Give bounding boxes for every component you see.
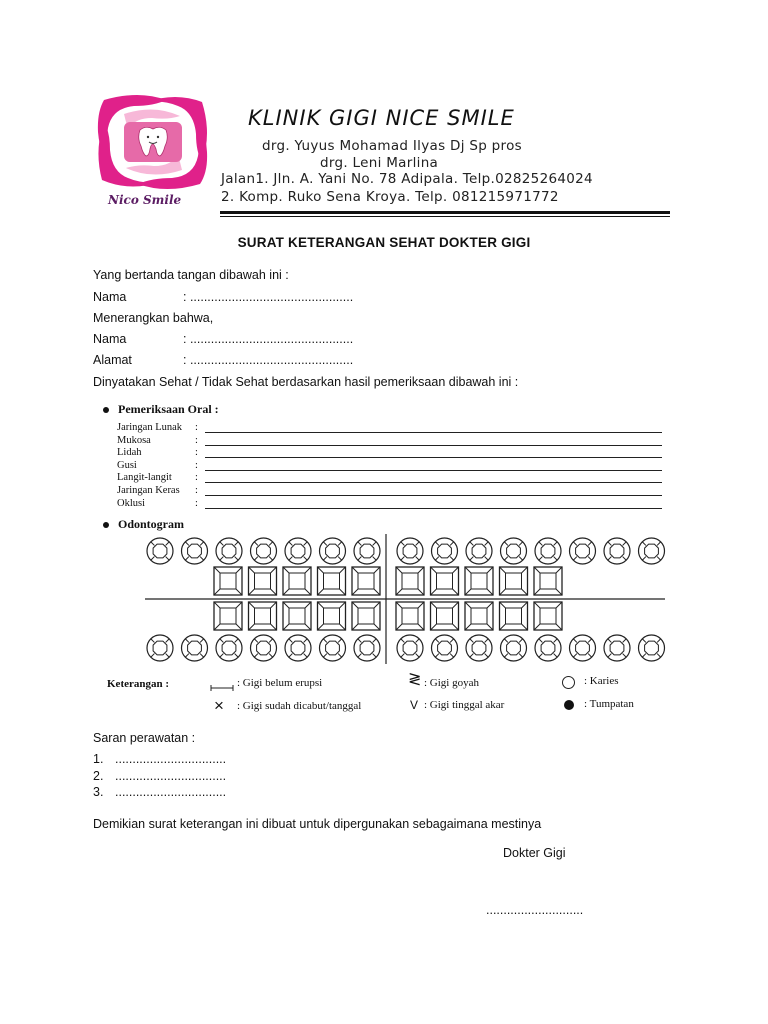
incisor-tooth-icon — [249, 567, 277, 595]
oral-exam-row — [117, 447, 662, 460]
molar-tooth-icon — [147, 538, 173, 564]
intro-text: Yang bertanda tangan dibawah ini : — [93, 268, 289, 282]
legend-filling-label: : Tumpatan — [584, 698, 634, 710]
molar-tooth-icon — [354, 635, 380, 661]
oral-item-label: Langit-langit — [117, 472, 172, 484]
oral-item-line — [205, 470, 662, 471]
molar-tooth-icon — [397, 538, 423, 564]
alamat-label: Alamat — [93, 353, 132, 367]
incisor-tooth-icon — [352, 602, 380, 630]
incisor-tooth-icon — [534, 602, 562, 630]
incisor-tooth-icon — [214, 567, 242, 595]
legend-root-label: : Gigi tinggal akar — [424, 699, 505, 711]
molar-tooth-icon — [501, 538, 527, 564]
advice-value: ................................ — [115, 769, 227, 783]
advice-item — [93, 752, 226, 766]
patient-address-field: : ............................................... — [183, 353, 354, 367]
oral-exam-row — [117, 485, 662, 498]
oral-item-line — [205, 432, 662, 433]
advice-value: ................................ — [115, 785, 227, 799]
molar-tooth-icon — [285, 538, 311, 564]
legend-loose-label: : Gigi goyah — [424, 677, 479, 689]
legend-unerupted-label: : Gigi belum erupsi — [237, 677, 323, 689]
molar-tooth-icon — [466, 635, 492, 661]
signer-title: Dokter Gigi — [503, 846, 566, 860]
bullet-icon — [103, 407, 109, 413]
oral-item-line — [205, 445, 662, 446]
molar-tooth-icon — [639, 635, 665, 661]
advice-value: ................................ — [115, 752, 227, 766]
document-title: SURAT KETERANGAN SEHAT DOKTER GIGI — [237, 235, 531, 250]
incisor-tooth-icon — [318, 567, 346, 595]
signer-name-field: : ............................................... — [183, 290, 354, 304]
molar-tooth-icon — [432, 538, 458, 564]
loose-tooth-icon: ≷ — [408, 671, 422, 688]
signer-name-row — [93, 290, 353, 304]
oral-item-colon: : — [195, 484, 198, 496]
patient-name-field: : ............................................... — [183, 332, 354, 346]
oral-exam-row — [117, 472, 662, 485]
oral-exam-row — [117, 435, 662, 448]
extracted-tooth-icon: × — [214, 696, 224, 715]
nama-label: Nama — [93, 290, 127, 304]
incisor-tooth-icon — [283, 567, 311, 595]
legend-caries-label: : Karies — [584, 675, 619, 687]
oral-exam-row — [117, 498, 662, 511]
molar-tooth-icon — [182, 538, 208, 564]
signature-line: ............................ — [486, 903, 584, 917]
incisor-tooth-icon — [396, 602, 424, 630]
logo-caption: Nico Smile — [108, 193, 182, 207]
unerupted-tooth-icon — [210, 680, 234, 690]
incisor-tooth-icon — [500, 567, 528, 595]
closing-text: Demikian surat keterangan ini dibuat untuk dipergunakan sebagaimana mestinya — [93, 817, 542, 831]
molar-tooth-icon — [320, 635, 346, 661]
oral-item-colon: : — [195, 472, 198, 484]
incisor-tooth-icon — [352, 567, 380, 595]
oral-item-label: Mukosa — [117, 434, 151, 446]
incisor-tooth-icon — [249, 602, 277, 630]
statement-text: Dinyatakan Sehat / Tidak Sehat berdasarkan hasil pemeriksaan dibawah ini : — [93, 375, 519, 389]
clinic-name: KLINIK GIGI NICE SMILE — [248, 106, 515, 130]
oral-item-label: Jaringan Lunak — [117, 422, 183, 433]
incisor-tooth-icon — [214, 602, 242, 630]
molar-tooth-icon — [466, 538, 492, 564]
incisor-tooth-icon — [431, 602, 459, 630]
address-2: 2. Komp. Ruko Sena Kroya. Telp. 081215971772 — [221, 189, 559, 205]
molar-tooth-icon — [251, 538, 277, 564]
doctor-1: drg. Yuyus Mohamad Ilyas Dj Sp pros — [262, 138, 522, 154]
oral-exam-list — [117, 422, 662, 510]
header-divider-thin — [220, 216, 670, 217]
root-remnant-icon: V — [410, 698, 419, 712]
incisor-tooth-icon — [283, 602, 311, 630]
caries-icon — [562, 676, 575, 689]
nama-label: Nama — [93, 332, 127, 346]
molar-tooth-icon — [604, 538, 630, 564]
molar-tooth-icon — [320, 538, 346, 564]
oral-exam-heading: Pemeriksaan Oral : — [118, 402, 219, 416]
oral-exam-row — [117, 422, 662, 435]
oral-item-line — [205, 508, 662, 509]
molar-tooth-icon — [397, 635, 423, 661]
incisor-tooth-icon — [500, 602, 528, 630]
molar-tooth-icon — [501, 635, 527, 661]
molar-tooth-icon — [182, 635, 208, 661]
oral-item-label: Lidah — [117, 447, 142, 459]
advice-number: 2. — [93, 769, 104, 783]
molar-tooth-icon — [639, 538, 665, 564]
advice-title: Saran perawatan : — [93, 731, 196, 745]
molar-tooth-icon — [535, 635, 561, 661]
clinic-logo — [94, 92, 212, 192]
oral-item-line — [205, 482, 662, 483]
incisor-tooth-icon — [465, 567, 493, 595]
oral-item-colon: : — [195, 459, 198, 471]
incisor-tooth-icon — [465, 602, 493, 630]
odontogram-chart — [0, 530, 768, 670]
oral-item-colon: : — [195, 497, 198, 509]
advice-number: 1. — [93, 752, 104, 766]
filling-icon — [564, 700, 574, 710]
molar-tooth-icon — [570, 538, 596, 564]
advice-item — [93, 785, 226, 799]
incisor-tooth-icon — [318, 602, 346, 630]
patient-address-row — [93, 353, 353, 367]
oral-item-label: Gusi — [117, 459, 137, 471]
incisor-tooth-icon — [534, 567, 562, 595]
advice-number: 3. — [93, 785, 104, 799]
menerangkan-text: Menerangkan bahwa, — [93, 311, 214, 325]
address-1: Jalan1. Jln. A. Yani No. 78 Adipala. Telp.02825264024 — [221, 171, 593, 187]
odontogram-heading: Odontogram — [118, 517, 184, 531]
oral-item-label: Jaringan Keras — [117, 484, 180, 496]
oral-item-colon: : — [195, 434, 198, 446]
molar-tooth-icon — [216, 538, 242, 564]
oral-item-line — [205, 495, 662, 496]
incisor-tooth-icon — [396, 567, 424, 595]
patient-name-row — [93, 332, 353, 346]
tooth-logo-icon — [94, 92, 212, 192]
legend-title: Keterangan : — [107, 678, 170, 690]
incisor-tooth-icon — [431, 567, 459, 595]
molar-tooth-icon — [535, 538, 561, 564]
oral-item-colon: : — [195, 422, 198, 433]
header-divider — [220, 211, 670, 214]
molar-tooth-icon — [432, 635, 458, 661]
bullet-icon — [103, 522, 109, 528]
molar-tooth-icon — [604, 635, 630, 661]
molar-tooth-icon — [285, 635, 311, 661]
molar-tooth-icon — [147, 635, 173, 661]
molar-tooth-icon — [251, 635, 277, 661]
advice-item — [93, 769, 226, 783]
oral-item-label: Oklusi — [117, 497, 146, 509]
molar-tooth-icon — [354, 538, 380, 564]
oral-exam-row — [117, 460, 662, 473]
doctor-2: drg. Leni Marlina — [320, 155, 439, 171]
oral-item-line — [205, 457, 662, 458]
oral-item-colon: : — [195, 447, 198, 459]
molar-tooth-icon — [570, 635, 596, 661]
legend-extracted-label: : Gigi sudah dicabut/tanggal — [237, 700, 362, 712]
molar-tooth-icon — [216, 635, 242, 661]
